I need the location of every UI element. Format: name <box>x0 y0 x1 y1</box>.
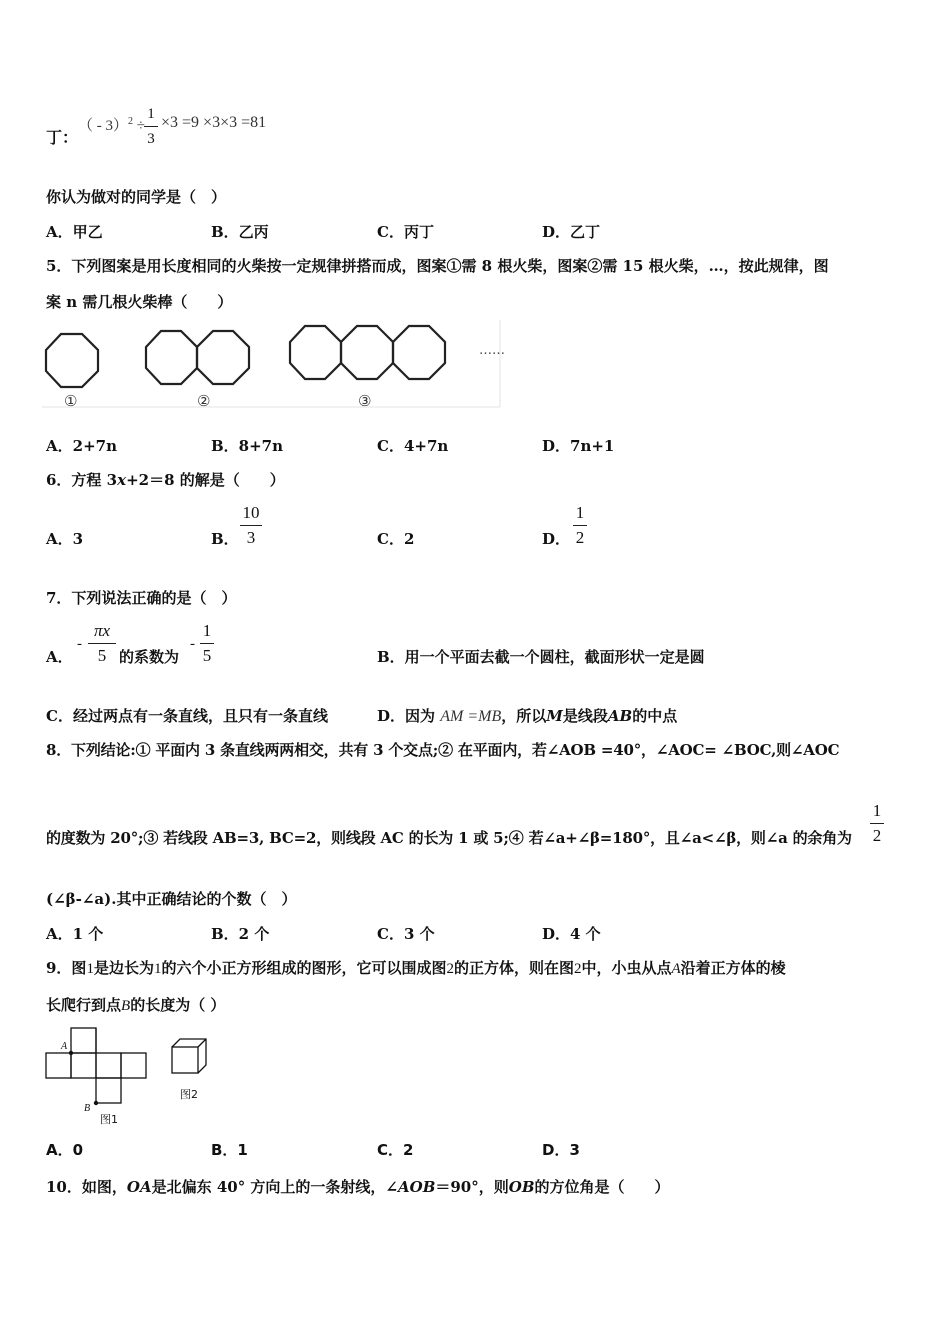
q4-option-b[interactable]: B．乙丙 <box>211 223 269 241</box>
q9-t4: 的正方体，则在图 <box>453 959 574 977</box>
q8-option-b[interactable]: B．2 个 <box>211 925 270 943</box>
q9-option-c[interactable]: C．2 <box>377 1141 414 1159</box>
q7-stem: 7．下列说法正确的是（ ） <box>46 589 237 607</box>
q7-option-c[interactable]: C．经过两点有一条直线，且只有一条直线 <box>46 707 328 725</box>
q6-option-b-label[interactable]: B． <box>211 530 239 548</box>
q9-t6: 沿着正方体的棱 <box>680 959 786 977</box>
q5-option-d[interactable]: D．7n+1 <box>542 437 615 455</box>
pattern-3-octagons <box>290 326 445 379</box>
q6-option-d-fraction <box>573 503 587 548</box>
q4-option-c[interactable]: C．丙丁 <box>377 223 434 241</box>
q8-option-c[interactable]: C．3 个 <box>377 925 435 943</box>
q7-d-mid: ，所以 <box>501 707 547 725</box>
q7-d-m: M <box>546 707 563 725</box>
q8-option-d[interactable]: D．4 个 <box>542 925 601 943</box>
q9-t3: 的六个小正方形组成的图形，它可以围成图 <box>161 959 447 977</box>
q10-stem <box>46 1176 670 1197</box>
q10-t3: ＝90°，则 <box>435 1178 509 1196</box>
q7-d-ab: AB <box>607 707 633 725</box>
q9-t2: 是边长为 <box>93 959 154 977</box>
pattern-label-1: ① <box>64 392 78 410</box>
q10-t2: 是北偏东 40° 方向上的一条射线， <box>151 1178 386 1196</box>
ding-expr-divide: ÷ <box>136 118 145 134</box>
q6-stem <box>46 469 285 490</box>
q8-stem-line3: (∠β-∠a).其中正确结论的个数（ ） <box>46 890 297 908</box>
q7-option-d[interactable] <box>377 705 677 726</box>
ding-label: 丁： <box>46 128 79 147</box>
ding-frac-num: 1 <box>147 106 155 122</box>
q9-option-b[interactable]: B．1 <box>211 1141 248 1159</box>
q9-point-b-text: B <box>121 998 131 1014</box>
q7-d-mid2: 是线段 <box>562 707 608 725</box>
q9-stem-line1 <box>46 957 786 978</box>
cube-figure-2 <box>172 1039 206 1101</box>
q9-n4: 2 <box>573 961 582 977</box>
q4-option-a[interactable]: A．甲乙 <box>46 223 103 241</box>
figure-2-caption: 图2 <box>180 1088 198 1101</box>
q6-option-d-label[interactable]: D． <box>542 530 571 548</box>
q8-stem-line1: 8．下列结论:① 平面内 3 条直线两两相交，共有 3 个交点;② 在平面内，若∠AOB =40°，∠AOC= ∠BOC,则∠AOC <box>46 741 840 759</box>
q9-option-a[interactable]: A．0 <box>46 1141 84 1159</box>
q4-option-d[interactable]: D．乙丁 <box>542 223 601 241</box>
q8-frac-num: 1 <box>872 801 882 820</box>
q6-stem-var: x <box>117 471 127 489</box>
q5-option-c[interactable]: C．4+7n <box>377 437 449 455</box>
q9-n3: 2 <box>446 961 454 977</box>
q7-option-a-label[interactable]: A． <box>46 648 73 666</box>
q7-a-num-2: 1 <box>202 621 212 640</box>
q8-fraction-half <box>870 801 884 846</box>
q7-d-expr: AM =MB <box>440 708 502 725</box>
q10-ob: OB <box>508 1178 535 1196</box>
q5-stem-line2: 案 n 需几根火柴棒（ ） <box>46 293 233 311</box>
ding-fraction <box>144 104 158 149</box>
q9-t1: 9．图 <box>46 959 87 977</box>
point-a-dot <box>69 1051 73 1055</box>
ding-expression <box>78 114 145 135</box>
q10-angle: ∠AOB <box>385 1178 436 1196</box>
pattern-continuation-dots: …… <box>479 343 505 358</box>
q8-frac-den: 2 <box>872 826 882 845</box>
q9-t7: 长爬行到点 <box>46 996 122 1014</box>
q7-a-neg-1: - <box>77 636 82 652</box>
q6-option-c[interactable]: C．2 <box>377 530 415 548</box>
q7-a-den-1: 5 <box>97 646 107 665</box>
q9-n1: 1 <box>86 961 94 977</box>
ding-expr-rest: ×3 =9 ×3×3 =81 <box>161 114 267 131</box>
q4-question: 你认为做对的同学是（ ） <box>46 188 227 206</box>
q9-option-d[interactable]: D．3 <box>542 1141 580 1159</box>
figure-1-caption: 图1 <box>100 1113 118 1126</box>
q5-option-b[interactable]: B．8+7n <box>211 437 284 455</box>
q8-option-a[interactable]: A．1 个 <box>46 925 104 943</box>
pattern-label-3: ③ <box>358 392 372 410</box>
q9-figures <box>44 1025 244 1130</box>
q7-d-pre: D．因为 <box>377 707 436 725</box>
q9-n2: 1 <box>153 961 162 977</box>
q7-a-num-1: πx <box>93 621 111 640</box>
q10-t1: 10．如图， <box>46 1178 127 1196</box>
q10-t4: 的方位角是（ ） <box>534 1178 670 1196</box>
q6-b-den: 3 <box>246 528 256 547</box>
point-b-label: B <box>84 1103 91 1114</box>
q10-oa: OA <box>126 1178 152 1196</box>
q6-option-b-fraction <box>240 503 262 548</box>
q6-option-a[interactable]: A．3 <box>46 530 84 548</box>
q6-d-den: 2 <box>575 528 585 547</box>
point-b-dot <box>94 1101 98 1105</box>
q9-point-a-text: A <box>671 961 681 977</box>
q5-stem-line1: 5．下列图案是用长度相同的火柴按一定规律拼搭而成，图案①需 8 根火柴，图案②需 15 根火柴，…，按此规律，图 <box>46 257 829 275</box>
q9-stem-line2 <box>46 994 225 1015</box>
q7-option-a-fraction-1 <box>88 621 116 666</box>
q9-t5: 中，小虫从点 <box>581 959 672 977</box>
q7-a-middle-text: 的系数为 <box>119 648 180 666</box>
cube-net-figure-1 <box>46 1028 146 1126</box>
q5-matchstick-figure <box>42 320 505 412</box>
pattern-2-octagons <box>146 331 249 384</box>
q8-stem-line2: 的度数为 20°;③ 若线段 AB=3, BC=2，则线段 AC 的长为 1 或 5;④ 若∠a+∠β=180°，且∠a<∠β，则∠a 的余角为 <box>46 829 852 847</box>
q9-t8: 的长度为（ ） <box>130 996 226 1014</box>
q6-stem-pre: 6．方程 3 <box>46 471 118 489</box>
q6-stem-post: +2＝8 的解是（ ） <box>126 471 285 489</box>
pattern-1-octagon <box>46 334 98 387</box>
pattern-label-2: ② <box>197 392 211 410</box>
q6-b-num: 10 <box>242 503 260 522</box>
q5-option-a[interactable]: A．2+7n <box>46 437 117 455</box>
q7-d-post: 的中点 <box>632 707 678 725</box>
q7-option-b[interactable]: B．用一个平面去截一个圆柱，截面形状一定是圆 <box>377 648 705 666</box>
ding-expr-exponent: 2 <box>128 116 133 127</box>
q7-a-neg-2: - <box>190 636 195 652</box>
ding-expr-base: （ - 3） <box>78 118 128 134</box>
q7-a-den-2: 5 <box>202 646 212 665</box>
ding-frac-den: 3 <box>147 131 155 147</box>
point-a-label: A <box>61 1041 68 1052</box>
q6-d-num: 1 <box>575 503 585 522</box>
q7-option-a-fraction-2 <box>200 621 214 666</box>
